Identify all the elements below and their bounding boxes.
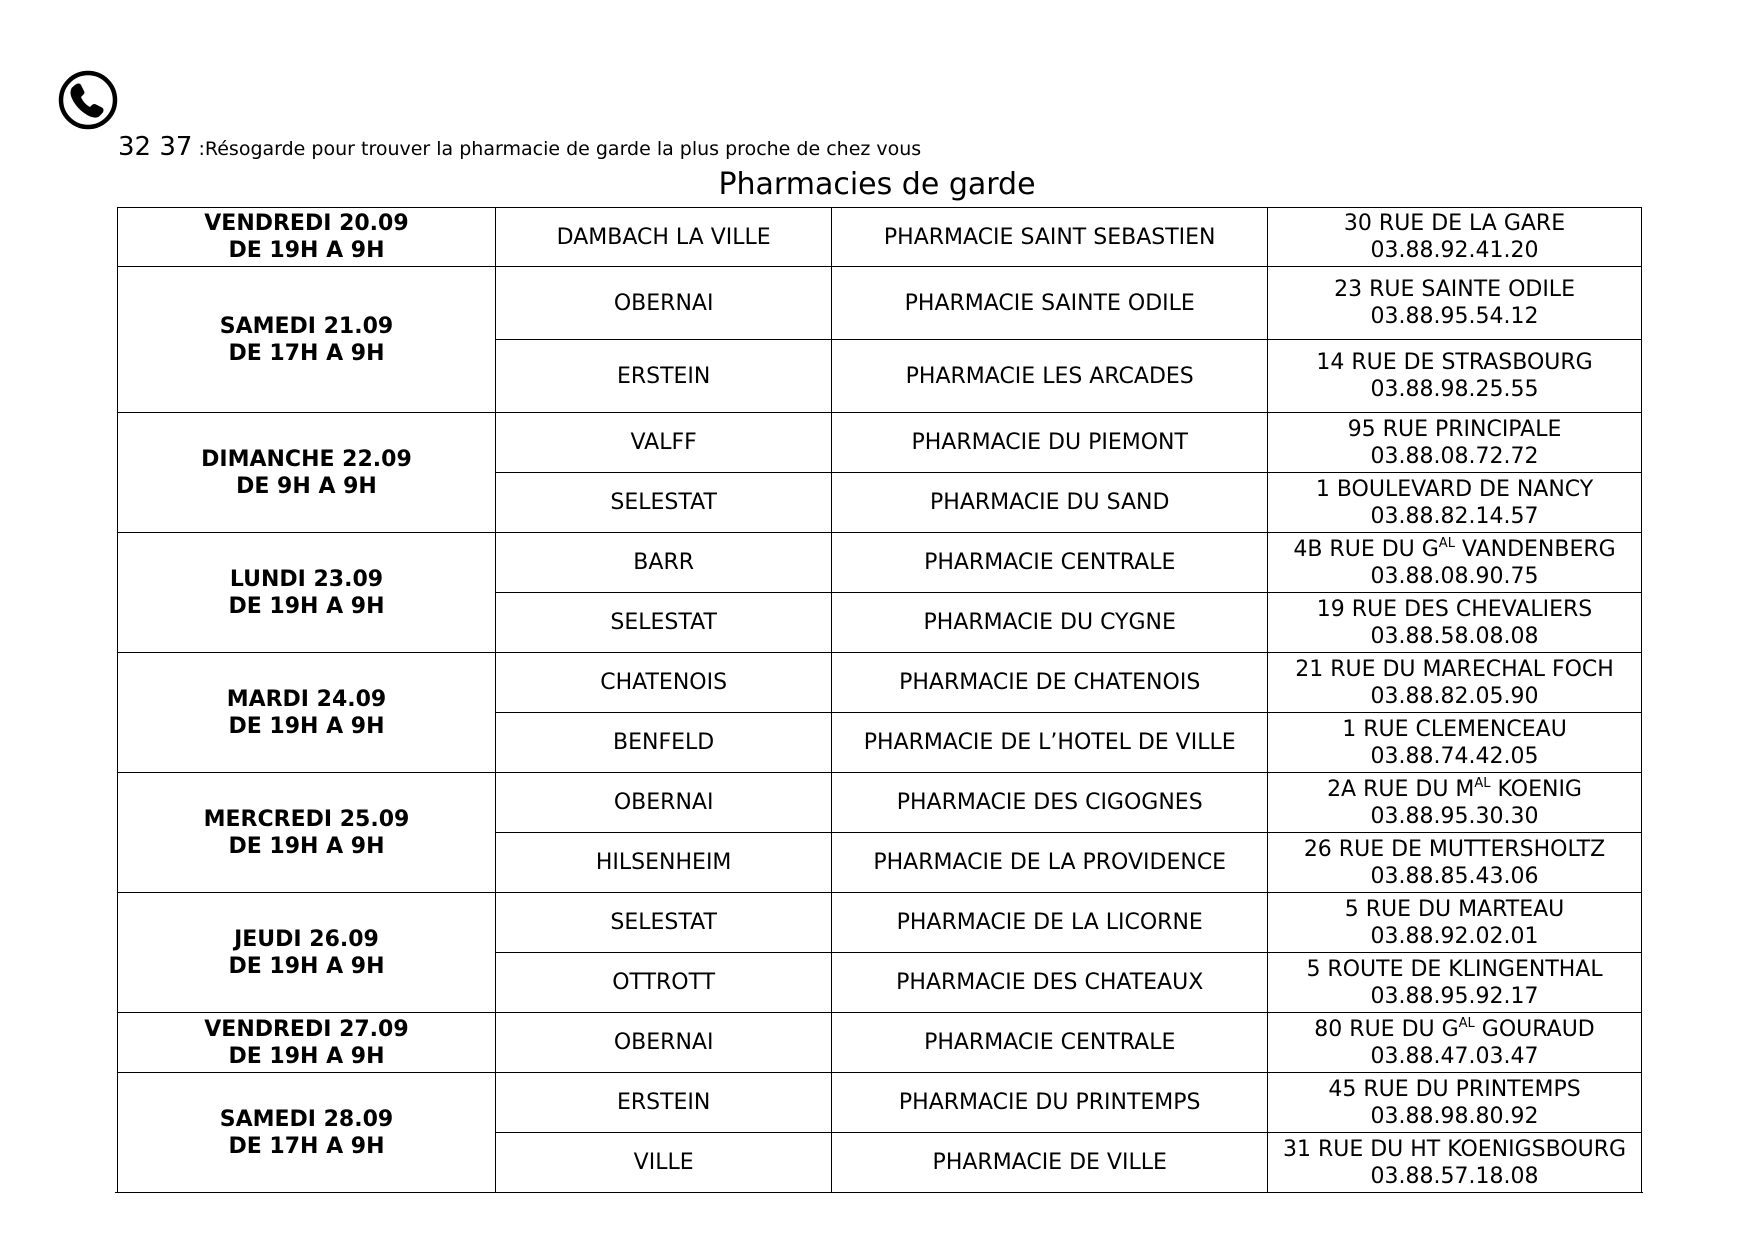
pharmacy-name-cell: PHARMACIE DU PRINTEMPS: [832, 1073, 1268, 1133]
hours-label: DE 19H A 9H: [228, 238, 385, 263]
hours-label: DE 9H A 9H: [236, 473, 377, 499]
day-label: VENDREDI 20.09: [204, 211, 409, 236]
address-line: 5 ROUTE DE KLINGENTHAL: [1306, 956, 1603, 982]
table-row: [118, 533, 1642, 593]
phone-number: 03.88.58.08.08: [1370, 623, 1539, 649]
town-cell: BENFELD: [495, 713, 831, 773]
pharmacy-name-cell: PHARMACIE SAINTE ODILE: [832, 267, 1268, 340]
address-line: 30 RUE DE LA GARE: [1343, 211, 1566, 236]
hotline-text: :Résogarde pour trouver la pharmacie de garde la plus proche de chez vous: [192, 138, 922, 160]
town-cell: ERSTEIN: [495, 1073, 831, 1133]
phone-number: 03.88.74.42.05: [1370, 743, 1539, 769]
table-row: [118, 267, 1642, 340]
hotline-line: [118, 132, 921, 162]
pharmacy-name-cell: PHARMACIE LES ARCADES: [832, 340, 1268, 413]
pharmacy-name-cell: PHARMACIE DE CHATENOIS: [832, 653, 1268, 713]
hours-label: DE 19H A 9H: [228, 833, 385, 859]
address-superscript: AL: [1458, 1015, 1475, 1031]
address-cell: [1268, 533, 1642, 593]
address-superscript: AL: [1438, 535, 1455, 551]
day-cell: [118, 533, 496, 653]
hours-label: DE 19H A 9H: [228, 593, 385, 619]
day-label: MARDI 24.09: [226, 686, 387, 712]
table-row: [118, 1073, 1642, 1133]
town-cell: OBERNAI: [495, 1013, 831, 1073]
phone-number: 03.88.92.41.20: [1370, 238, 1539, 263]
address-cell: [1268, 208, 1642, 267]
town-cell: VALFF: [495, 413, 831, 473]
town-cell: CHATENOIS: [495, 653, 831, 713]
address-line: 21 RUE DU MARECHAL FOCH: [1295, 656, 1614, 682]
address-cell: [1268, 473, 1642, 533]
phone-number: 03.88.98.80.92: [1370, 1103, 1539, 1129]
address-cell: [1268, 267, 1642, 340]
address-line: 1 RUE CLEMENCEAU: [1342, 716, 1567, 742]
hours-label: DE 17H A 9H: [228, 340, 385, 366]
town-cell: ERSTEIN: [495, 340, 831, 413]
day-cell: [118, 208, 496, 267]
pharmacy-name-cell: PHARMACIE DES CIGOGNES: [832, 773, 1268, 833]
pharmacy-name-cell: PHARMACIE DES CHATEAUX: [832, 953, 1268, 1013]
table-row: [118, 1013, 1642, 1073]
address-line: 80 RUE DU $G^{AL}$ GOURAUD: [1314, 1015, 1595, 1042]
pharmacy-name-cell: PHARMACIE CENTRALE: [832, 533, 1268, 593]
phone-number: 03.88.47.03.47: [1370, 1043, 1539, 1069]
address-line: 95 RUE PRINCIPALE: [1347, 416, 1562, 442]
phone-number: 03.88.98.25.55: [1370, 377, 1539, 402]
bottom-rule: [115, 1192, 1643, 1193]
table-row: [118, 413, 1642, 473]
address-line: 23 RUE SAINTE ODILE: [1334, 277, 1575, 302]
town-cell: SELESTAT: [495, 593, 831, 653]
town-cell: OBERNAI: [495, 267, 831, 340]
phone-number: 03.88.57.18.08: [1370, 1163, 1539, 1189]
duty-pharmacy-table: [117, 207, 1642, 1193]
table-row: [118, 208, 1642, 267]
address-line: 2A RUE DU $M^{AL}$ KOENIG: [1327, 775, 1582, 802]
phone-number: 03.88.08.90.75: [1370, 563, 1539, 589]
town-cell: VILLE: [495, 1133, 831, 1193]
pharmacy-name-cell: PHARMACIE DU CYGNE: [832, 593, 1268, 653]
phone-number: 03.88.82.14.57: [1370, 503, 1539, 529]
address-line: 5 RUE DU MARTEAU: [1344, 896, 1565, 922]
address-cell: [1268, 653, 1642, 713]
town-cell: SELESTAT: [495, 893, 831, 953]
town-cell: HILSENHEIM: [495, 833, 831, 893]
address-superscript: AL: [1474, 775, 1491, 791]
page-title: Pharmacies de garde: [718, 167, 1036, 202]
address-line: 1 BOULEVARD DE NANCY: [1315, 476, 1594, 502]
phone-number: 03.88.82.05.90: [1370, 683, 1539, 709]
town-cell: DAMBACH LA VILLE: [495, 208, 831, 267]
phone-number: 03.88.95.54.12: [1370, 304, 1539, 329]
pharmacy-name-cell: PHARMACIE DE LA PROVIDENCE: [832, 833, 1268, 893]
address-cell: [1268, 593, 1642, 653]
phone-number: 03.88.08.72.72: [1370, 443, 1539, 469]
day-cell: [118, 893, 496, 1013]
address-cell: [1268, 833, 1642, 893]
hours-label: DE 17H A 9H: [228, 1133, 385, 1159]
day-label: SAMEDI 21.09: [219, 313, 394, 339]
address-line: 31 RUE DU HT KOENIGSBOURG: [1282, 1136, 1627, 1162]
table-row: [118, 893, 1642, 953]
address-cell: [1268, 1013, 1642, 1073]
phone-number: 03.88.85.43.06: [1370, 863, 1539, 889]
hours-label: DE 19H A 9H: [228, 1043, 385, 1069]
day-cell: [118, 653, 496, 773]
table-row: [118, 653, 1642, 713]
pharmacy-name-cell: PHARMACIE SAINT SEBASTIEN: [832, 208, 1268, 267]
address-line: 19 RUE DES CHEVALIERS: [1316, 596, 1593, 622]
day-label: JEUDI 26.09: [234, 926, 379, 952]
address-line: 26 RUE DE MUTTERSHOLTZ: [1303, 836, 1606, 862]
pharmacy-name-cell: PHARMACIE DE LA LICORNE: [832, 893, 1268, 953]
address-cell: [1268, 893, 1642, 953]
address-line: 4B RUE DU $G^{AL}$ VANDENBERG: [1293, 535, 1616, 562]
hotline-number: 32 37: [118, 132, 193, 162]
pharmacy-name-cell: PHARMACIE DU SAND: [832, 473, 1268, 533]
address-cell: [1268, 340, 1642, 413]
day-label: VENDREDI 27.09: [204, 1016, 409, 1042]
phone-icon: [58, 70, 118, 130]
address-line: 14 RUE DE STRASBOURG: [1316, 350, 1593, 375]
town-cell: BARR: [495, 533, 831, 593]
pharmacy-name-cell: PHARMACIE CENTRALE: [832, 1013, 1268, 1073]
pharmacy-name-cell: PHARMACIE DE L’HOTEL DE VILLE: [832, 713, 1268, 773]
pharmacy-name-cell: PHARMACIE DU PIEMONT: [832, 413, 1268, 473]
phone-number: 03.88.92.02.01: [1370, 923, 1539, 949]
address-cell: [1268, 773, 1642, 833]
day-cell: [118, 1013, 496, 1073]
phone-number: 03.88.95.30.30: [1370, 803, 1539, 829]
address-cell: [1268, 1073, 1642, 1133]
address-line: 45 RUE DU PRINTEMPS: [1328, 1076, 1581, 1102]
address-cell: [1268, 413, 1642, 473]
day-cell: [118, 1073, 496, 1193]
address-cell: [1268, 1133, 1642, 1193]
day-label: MERCREDI 25.09: [203, 806, 410, 832]
address-cell: [1268, 953, 1642, 1013]
day-label: DIMANCHE 22.09: [201, 446, 412, 472]
day-cell: [118, 413, 496, 533]
pharmacy-name-cell: PHARMACIE DE VILLE: [832, 1133, 1268, 1193]
phone-number: 03.88.95.92.17: [1370, 983, 1539, 1009]
table-row: [118, 773, 1642, 833]
town-cell: OTTROTT: [495, 953, 831, 1013]
address-cell: [1268, 713, 1642, 773]
day-cell: [118, 773, 496, 893]
day-label: LUNDI 23.09: [229, 566, 384, 592]
town-cell: OBERNAI: [495, 773, 831, 833]
town-cell: SELESTAT: [495, 473, 831, 533]
day-label: SAMEDI 28.09: [219, 1106, 394, 1132]
hours-label: DE 19H A 9H: [228, 953, 385, 979]
day-cell: [118, 267, 496, 413]
hours-label: DE 19H A 9H: [228, 713, 385, 739]
